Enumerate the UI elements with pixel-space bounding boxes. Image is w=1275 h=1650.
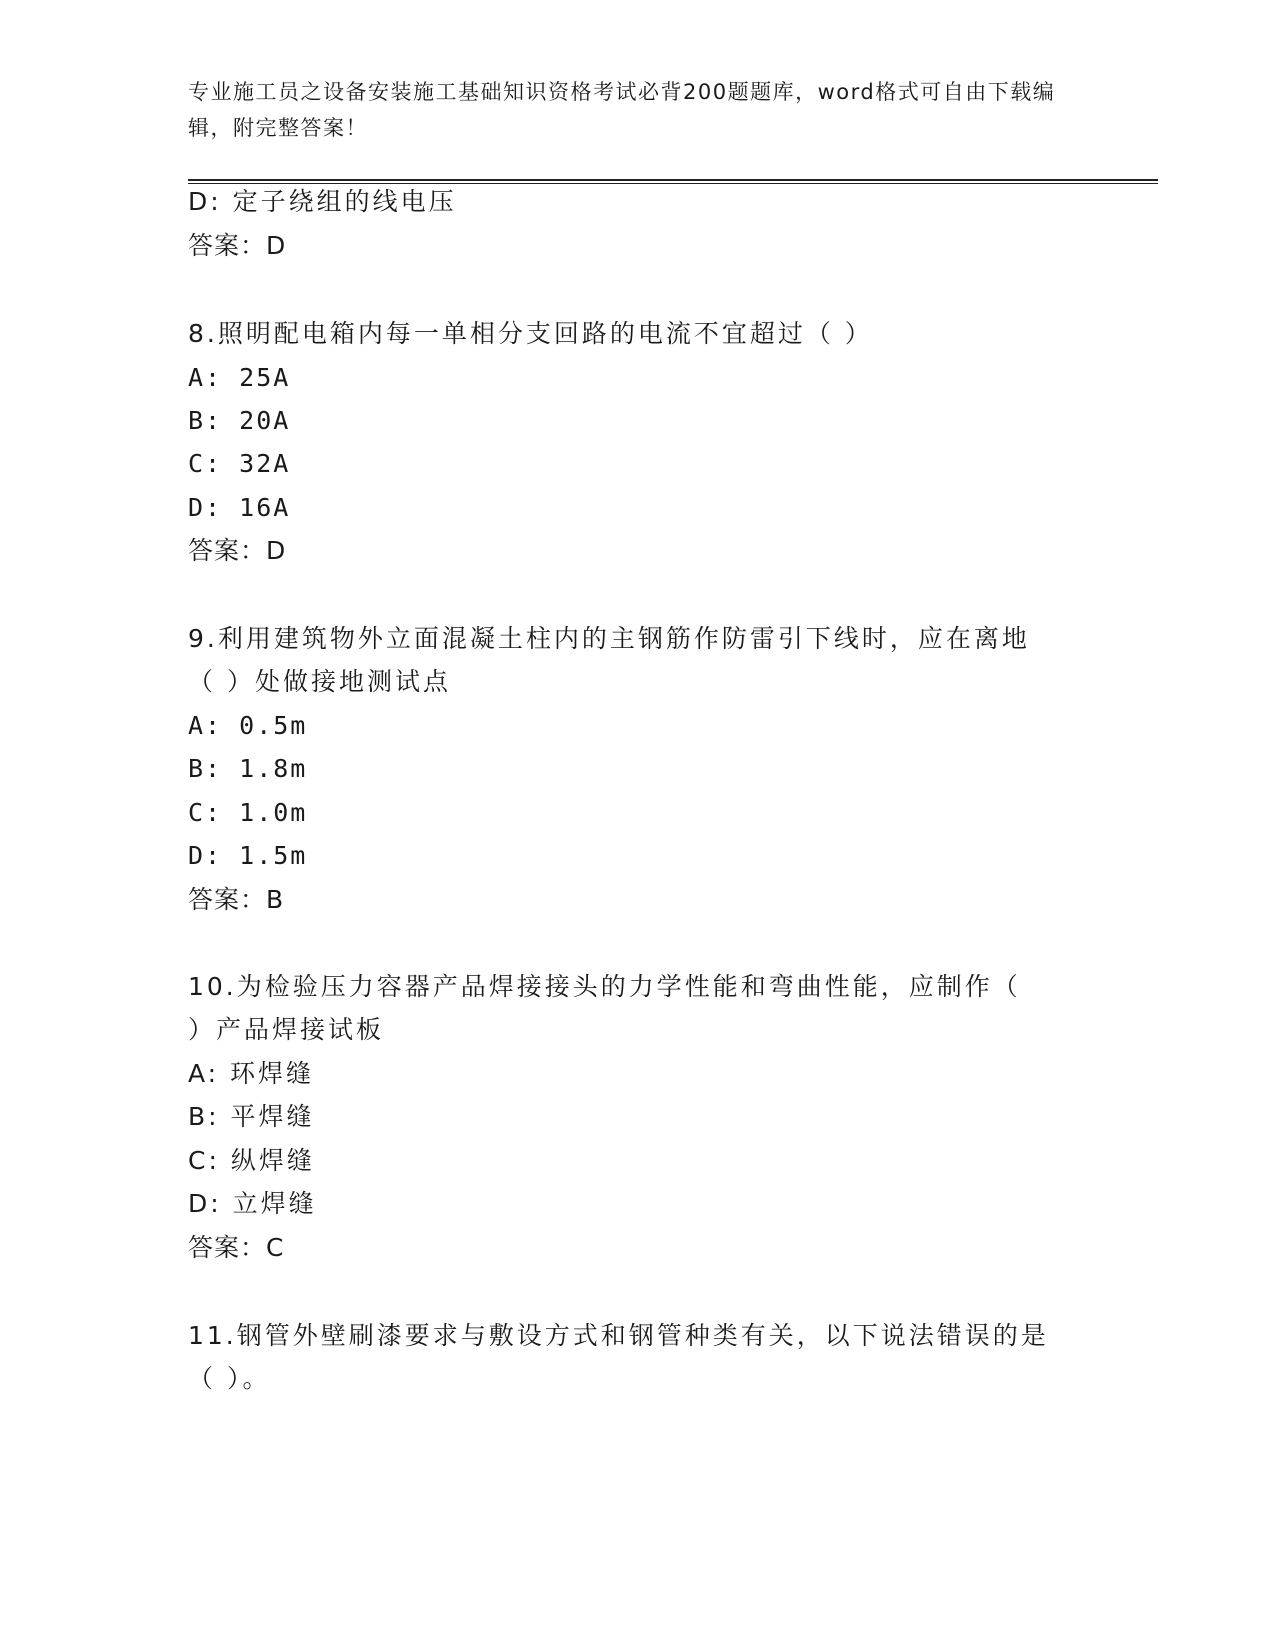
q9-answer: 答案：B bbox=[188, 885, 285, 914]
q10-stem-line2: ）产品焊接试板 bbox=[188, 1015, 385, 1044]
header-divider bbox=[188, 179, 1158, 184]
q10-option-d: D: 立焊缝 bbox=[188, 1189, 317, 1218]
q9-option-c: C: 1.0m bbox=[188, 798, 308, 827]
q10-stem-line1: 10.为检验压力容器产品焊接接头的力学性能和弯曲性能，应制作（ bbox=[188, 972, 1021, 1001]
q10-option-c: C: 纵焊缝 bbox=[188, 1146, 315, 1175]
q8-stem: 8.照明配电箱内每一单相分支回路的电流不宜超过（ ） bbox=[188, 319, 873, 348]
q11-stem-line1: 11.钢管外壁刷漆要求与敷设方式和钢管种类有关，以下说法错误的是 bbox=[188, 1321, 1049, 1350]
q9-stem-line1: 9.利用建筑物外立面混凝土柱内的主钢筋作防雷引下线时，应在离地 bbox=[188, 624, 1030, 653]
q8-answer: 答案：D bbox=[188, 536, 287, 565]
q9-stem-line2: （ ）处做接地测试点 bbox=[188, 667, 451, 696]
q10-option-b: B: 平焊缝 bbox=[188, 1102, 315, 1131]
q8-option-b: B: 20A bbox=[188, 406, 291, 435]
q10-option-a: A: 环焊缝 bbox=[188, 1059, 315, 1088]
q7-option-d: D: 定子绕组的线电压 bbox=[188, 187, 457, 216]
q8-option-a: A: 25A bbox=[188, 363, 291, 392]
q8-option-d: D: 16A bbox=[188, 493, 291, 522]
q9-option-d: D: 1.5m bbox=[188, 841, 308, 870]
q9-option-a: A: 0.5m bbox=[188, 711, 308, 740]
q10-answer: 答案：C bbox=[188, 1233, 285, 1262]
q11-stem-line2: （ ）。 bbox=[188, 1364, 271, 1393]
q8-option-c: C: 32A bbox=[188, 449, 291, 478]
q7-answer: 答案：D bbox=[188, 231, 287, 260]
page-header-title: 专业施工员之设备安装施工基础知识资格考试必背200题题库，word格式可自由下载编辑，附完整答案！ bbox=[188, 80, 1056, 140]
q9-option-b: B: 1.8m bbox=[188, 754, 308, 783]
